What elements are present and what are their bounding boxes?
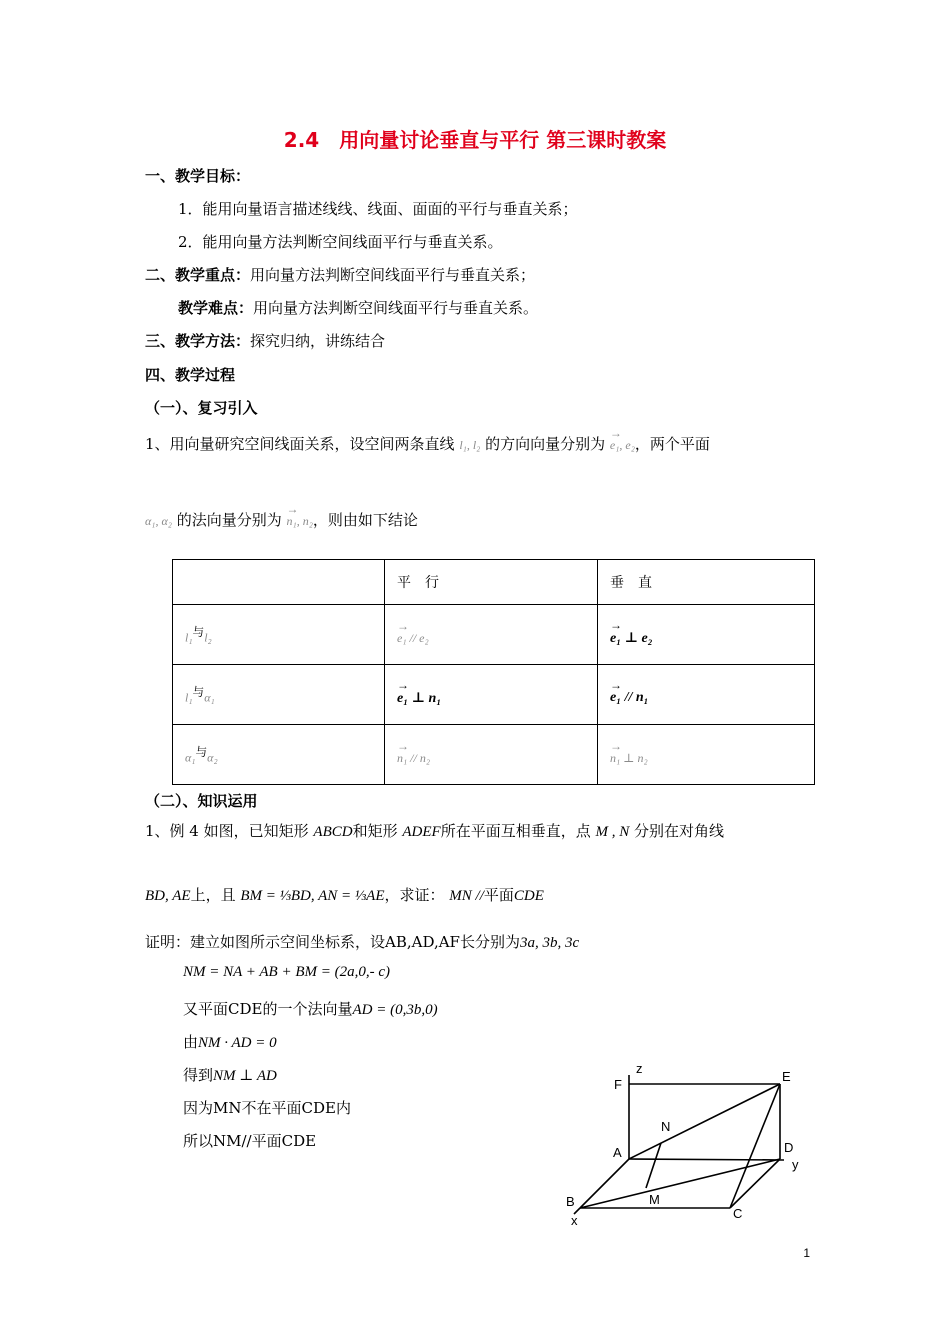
apply-heading: （二）、知识运用 bbox=[145, 792, 258, 810]
example-line1: 1、例 4 如图，已知矩形 ABCD和矩形 ADEF所在平面互相垂直，点 M , N 分别在对角线 bbox=[145, 822, 725, 840]
label-z: z bbox=[636, 1061, 643, 1076]
relation-table bbox=[172, 559, 815, 785]
table-cell: → e₁ // e₂ bbox=[385, 605, 598, 665]
page-number: 1 bbox=[803, 1246, 810, 1260]
label-C: C bbox=[733, 1206, 743, 1221]
label-D: D bbox=[784, 1140, 794, 1155]
table-header-cell bbox=[173, 560, 385, 605]
table-row bbox=[173, 665, 815, 725]
n12-symbol: → n₁, n₂ bbox=[287, 507, 313, 529]
example-line2: BD, AE上，且 BM = ⅓BD, AN = ⅓AE，求证： MN //平面CDE bbox=[145, 886, 544, 904]
key-text: 用向量方法判断空间线面平行与垂直关系； bbox=[250, 266, 536, 284]
edge-AB bbox=[580, 1159, 629, 1208]
key-points bbox=[145, 264, 535, 285]
proof-line4: 由NM · AD = 0 bbox=[183, 1033, 277, 1051]
method-text: 探究归纳，讲练结合 bbox=[250, 332, 386, 350]
p1-b: 的方向向量分别为 bbox=[485, 435, 606, 453]
proof-line3: 又平面CDE的一个法向量AD = (0,3b,0) bbox=[183, 1000, 438, 1018]
label-F: F bbox=[614, 1077, 622, 1092]
table-cell: → n₁ ⊥ n₂ bbox=[598, 725, 815, 785]
table-cell: → e₁ ⊥ n₁ bbox=[385, 665, 598, 725]
table-header-row bbox=[173, 560, 815, 605]
label-A: A bbox=[613, 1145, 622, 1160]
proof-nm-equation: NM = NA + AB + BM = (2a,0,- c) bbox=[183, 964, 390, 980]
proof-line7: 所以NM//平面CDE bbox=[183, 1132, 317, 1150]
proof-line5: 得到NM ⊥ AD bbox=[183, 1066, 277, 1084]
table-cell: → e₁ ⊥ e₂ bbox=[598, 605, 815, 665]
edge-EC bbox=[730, 1084, 780, 1208]
label-N: N bbox=[661, 1119, 671, 1134]
difficulty bbox=[178, 297, 538, 318]
table-header-cell: 垂 直 bbox=[598, 560, 815, 605]
l12-symbol: l₁, l₂ bbox=[459, 438, 481, 452]
table-row bbox=[173, 605, 815, 665]
edge-CD bbox=[730, 1159, 780, 1208]
difficulty-label: 教学难点： bbox=[178, 299, 254, 317]
e12-symbol: → e₁, e₂ bbox=[610, 431, 635, 453]
p1-c: ，两个平面 bbox=[634, 435, 710, 453]
page-title: 2.4 用向量讨论垂直与平行 第三课时教案 bbox=[283, 128, 667, 152]
table-cell-label: α₁$^与$α₂ bbox=[173, 725, 385, 785]
geometry-figure bbox=[560, 1060, 820, 1230]
label-E: E bbox=[782, 1069, 791, 1084]
edge-AD bbox=[629, 1159, 784, 1160]
label-y: y bbox=[792, 1157, 799, 1172]
p1-a: 1、用向量研究空间线面关系，设空间两条直线 bbox=[145, 435, 455, 453]
table-row bbox=[173, 725, 815, 785]
p1-d: 的法向量分别为 bbox=[176, 511, 282, 529]
goal-2: 2．能用向量方法判断空间线面平行与垂直关系。 bbox=[178, 233, 503, 251]
review-heading: （一）、复习引入 bbox=[145, 399, 258, 417]
table-cell: → e₁ // n₁ bbox=[598, 665, 815, 725]
label-x: x bbox=[571, 1213, 578, 1228]
label-B: B bbox=[566, 1194, 575, 1209]
proof-line6: 因为MN不在平面CDE内 bbox=[183, 1099, 351, 1117]
p1-e: ，则由如下结论 bbox=[312, 511, 418, 529]
proof-line1: 证明：建立如图所示空间坐标系，设AB,AD,AF长分别为3a, 3b, 3c bbox=[145, 933, 580, 951]
section-goals-heading: 一、教学目标： bbox=[145, 167, 251, 185]
table-header-cell: 平 行 bbox=[385, 560, 598, 605]
method bbox=[145, 330, 385, 351]
review-paragraph-line2 bbox=[145, 507, 418, 530]
goal-1: 1．能用向量语言描述线线、线面、面面的平行与垂直关系； bbox=[178, 200, 578, 218]
table-cell-label: l₁$^与$α₁ bbox=[173, 665, 385, 725]
diagonal-BD bbox=[580, 1159, 780, 1208]
method-label: 三、教学方法： bbox=[145, 332, 251, 350]
table-cell: → n₁ // n₂ bbox=[385, 725, 598, 785]
alpha12-symbol: α₁, α₂ bbox=[145, 514, 172, 528]
process-heading: 四、教学过程 bbox=[145, 366, 236, 384]
difficulty-text: 用向量方法判断空间线面平行与垂直关系。 bbox=[253, 299, 539, 317]
table-cell-label: l₁$^与$l₂ bbox=[173, 605, 385, 665]
diagonal-AE bbox=[629, 1084, 780, 1159]
key-label: 二、教学重点： bbox=[145, 266, 251, 284]
label-M: M bbox=[649, 1192, 660, 1207]
review-paragraph-line1 bbox=[145, 431, 710, 454]
